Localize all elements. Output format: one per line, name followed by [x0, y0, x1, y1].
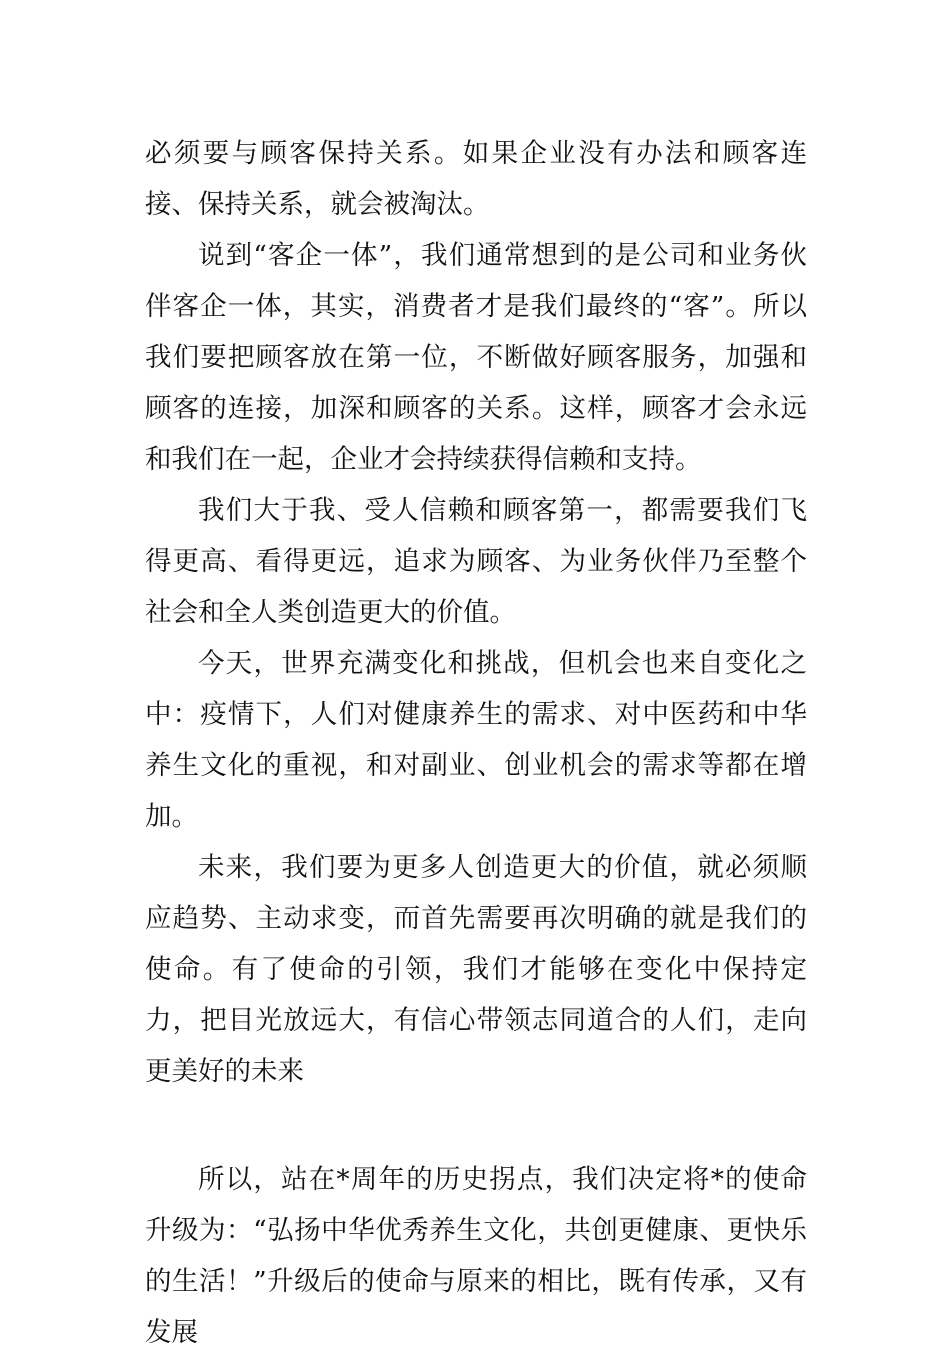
paragraph-6: 所以，站在*周年的历史拐点，我们决定将*的使命升级为：“弘扬中华优秀养生文化，共创更健康、更快乐的生活！”升级后的使命与原来的相比，既有传承，又有发展: [145, 1164, 807, 1348]
paragraph-4: 今天，世界充满变化和挑战，但机会也来自变化之中：疫情下，人们对健康养生的需求、对中医药和中华养生文化的重视，和对副业、创业机会的需求等都在增加。: [145, 648, 807, 832]
paragraph-gap: [145, 1097, 807, 1154]
paragraph-1: 必须要与顾客保持关系。如果企业没有办法和顾客连接、保持关系，就会被淘汰。: [145, 138, 807, 220]
paragraph-2: 说到“客企一体”，我们通常想到的是公司和业务伙伴客企一体，其实，消费者才是我们最终的“客”。所以我们要把顾客放在第一位，不断做好顾客服务，加强和顾客的连接，加深和顾客的关系。这样，顾客才会永远和我们在一起，企业才会持续获得信赖和支持。: [145, 240, 807, 475]
paragraph-5: 未来，我们要为更多人创造更大的价值，就必须顺应趋势、主动求变，而首先需要再次明确的就是我们的使命。有了使命的引领，我们才能够在变化中保持定力，把目光放远大，有信心带领志同道合的人们，走向更美好的未来: [145, 852, 807, 1087]
paragraph-3: 我们大于我、受人信赖和顾客第一，都需要我们飞得更高、看得更远，追求为顾客、为业务伙伴乃至整个社会和全人类创造更大的价值。: [145, 495, 807, 628]
document-body: [145, 128, 807, 1358]
